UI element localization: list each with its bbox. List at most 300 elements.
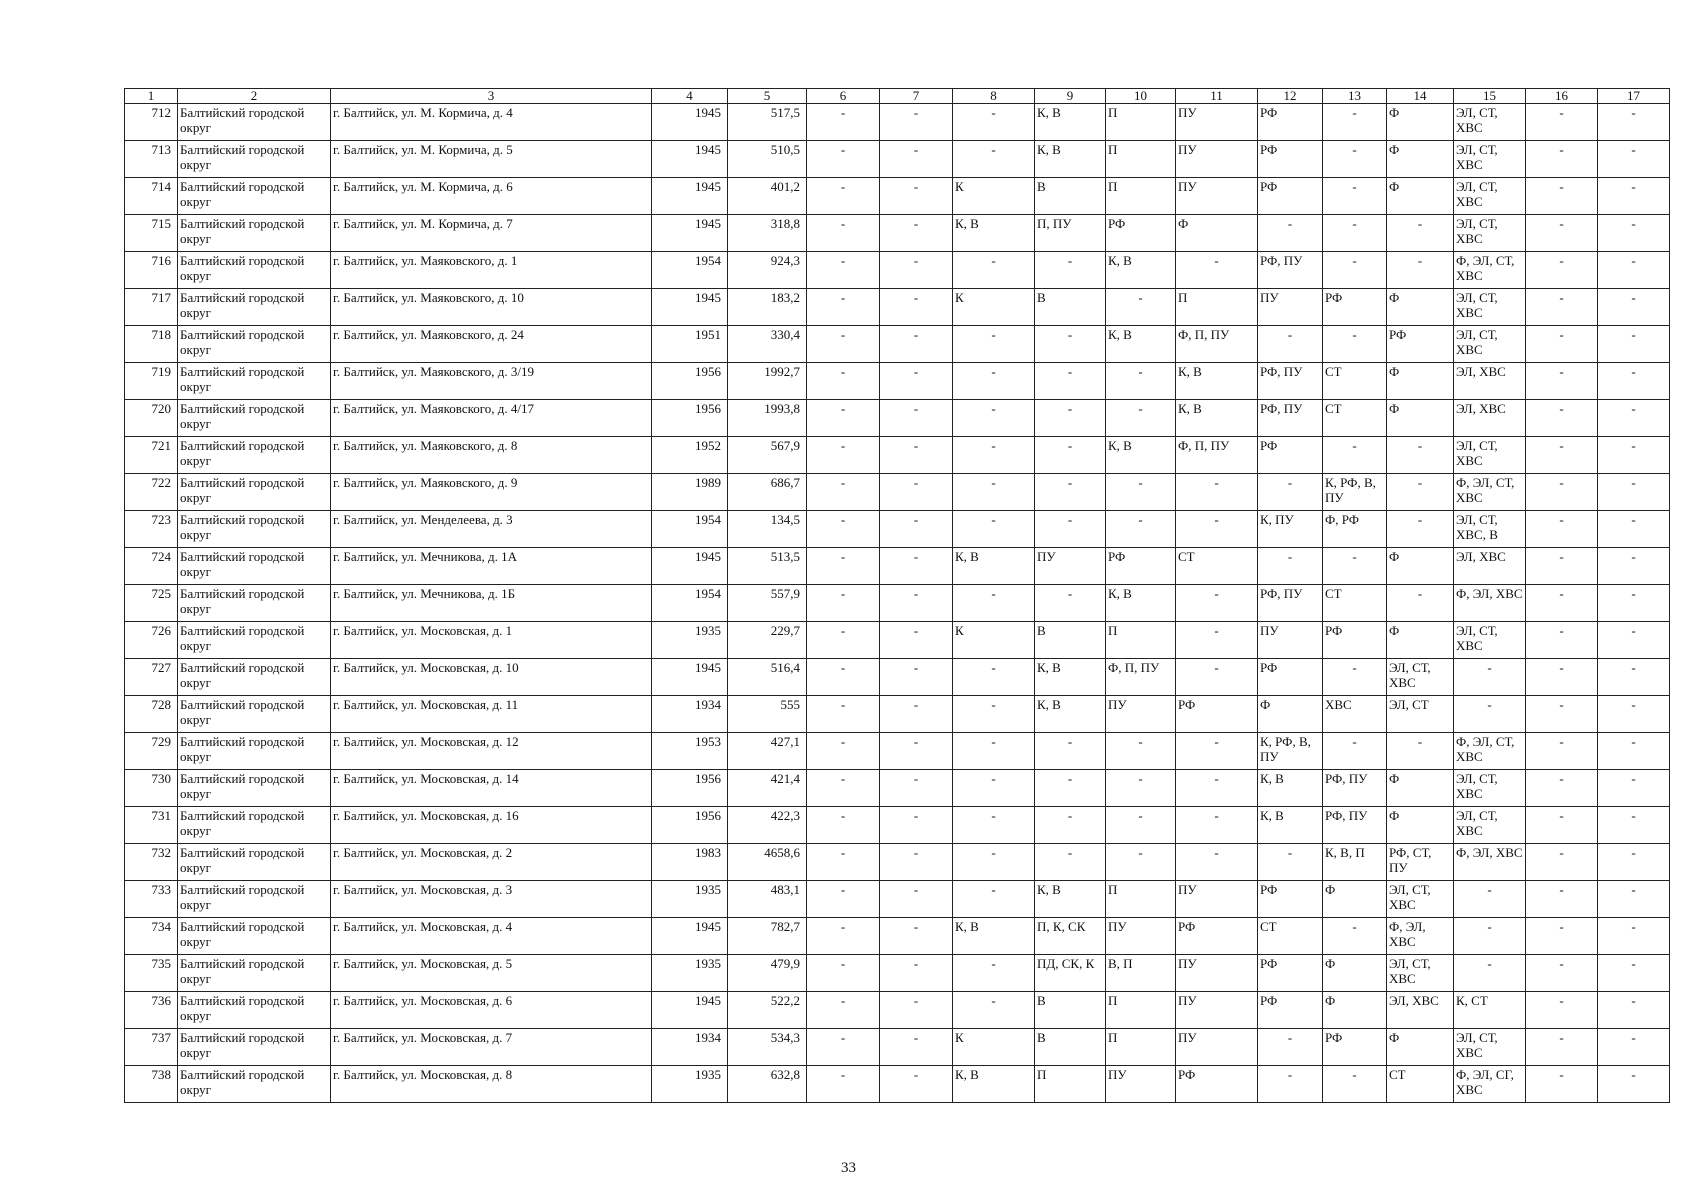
- column-header-14: 14: [1387, 89, 1454, 104]
- table-cell-col-14: СТ: [1387, 1066, 1454, 1103]
- table-cell-col-6: -: [807, 992, 880, 1029]
- table-cell-col-13: Ф, РФ: [1323, 511, 1387, 548]
- table-cell-col-2: Балтийский городской округ: [178, 807, 331, 844]
- table-cell-col-5: 483,1: [728, 881, 807, 918]
- table-cell-col-4: 1945: [652, 178, 728, 215]
- table-cell-col-4: 1954: [652, 585, 728, 622]
- table-cell-col-15: ЭЛ, СТ, ХВС: [1454, 622, 1526, 659]
- table-row: [125, 733, 1670, 770]
- table-cell-col-10: Ф, П, ПУ: [1106, 659, 1176, 696]
- table-cell-col-9: К, В: [1035, 659, 1106, 696]
- table-cell-col-16: -: [1526, 104, 1598, 141]
- table-cell-col-5: 421,4: [728, 770, 807, 807]
- table-cell-col-3: г. Балтийск, ул. Московская, д. 16: [331, 807, 652, 844]
- table-cell-col-9: -: [1035, 326, 1106, 363]
- column-header-4: 4: [652, 89, 728, 104]
- column-header-9: 9: [1035, 89, 1106, 104]
- table-cell-col-12: РФ: [1258, 104, 1323, 141]
- table-cell-col-7: -: [880, 437, 953, 474]
- table-cell-col-1: 720: [125, 400, 178, 437]
- table-cell-col-10: РФ: [1106, 548, 1176, 585]
- column-header-7: 7: [880, 89, 953, 104]
- table-cell-col-6: -: [807, 363, 880, 400]
- table-cell-col-13: РФ: [1323, 622, 1387, 659]
- table-cell-col-10: ПУ: [1106, 696, 1176, 733]
- table-cell-col-8: -: [953, 585, 1035, 622]
- table-cell-col-13: -: [1323, 252, 1387, 289]
- table-cell-col-1: 723: [125, 511, 178, 548]
- table-cell-col-9: -: [1035, 511, 1106, 548]
- table-cell-col-3: г. Балтийск, ул. Маяковского, д. 1: [331, 252, 652, 289]
- table-cell-col-8: К: [953, 1029, 1035, 1066]
- table-cell-col-7: -: [880, 104, 953, 141]
- column-header-3: 3: [331, 89, 652, 104]
- table-cell-col-13: РФ: [1323, 1029, 1387, 1066]
- table-cell-col-4: 1934: [652, 1029, 728, 1066]
- table-cell-col-1: 724: [125, 548, 178, 585]
- table-cell-col-14: РФ: [1387, 326, 1454, 363]
- table-cell-col-16: -: [1526, 844, 1598, 881]
- table-cell-col-12: -: [1258, 215, 1323, 252]
- table-row: [125, 844, 1670, 881]
- table-cell-col-17: -: [1598, 881, 1670, 918]
- table-cell-col-1: 713: [125, 141, 178, 178]
- column-header-15: 15: [1454, 89, 1526, 104]
- table-cell-col-14: Ф: [1387, 1029, 1454, 1066]
- table-cell-col-9: -: [1035, 400, 1106, 437]
- table-row: [125, 511, 1670, 548]
- table-cell-col-1: 717: [125, 289, 178, 326]
- table-cell-col-4: 1956: [652, 770, 728, 807]
- table-cell-col-15: Ф, ЭЛ, ХВС: [1454, 844, 1526, 881]
- table-cell-col-3: г. Балтийск, ул. Московская, д. 8: [331, 1066, 652, 1103]
- table-cell-col-14: Ф: [1387, 622, 1454, 659]
- table-cell-col-15: ЭЛ, ХВС: [1454, 363, 1526, 400]
- table-cell-col-14: ЭЛ, СТ, ХВС: [1387, 659, 1454, 696]
- table-cell-col-10: ПУ: [1106, 918, 1176, 955]
- table-cell-col-9: -: [1035, 252, 1106, 289]
- table-cell-col-10: -: [1106, 289, 1176, 326]
- table-cell-col-17: -: [1598, 770, 1670, 807]
- column-header-8: 8: [953, 89, 1035, 104]
- table-cell-col-2: Балтийский городской округ: [178, 992, 331, 1029]
- table-cell-col-16: -: [1526, 622, 1598, 659]
- table-cell-col-1: 738: [125, 1066, 178, 1103]
- column-header-16: 16: [1526, 89, 1598, 104]
- table-cell-col-16: -: [1526, 363, 1598, 400]
- table-cell-col-3: г. Балтийск, ул. Московская, д. 10: [331, 659, 652, 696]
- table-cell-col-13: -: [1323, 659, 1387, 696]
- table-cell-col-8: -: [953, 141, 1035, 178]
- table-cell-col-7: -: [880, 326, 953, 363]
- table-cell-col-7: -: [880, 141, 953, 178]
- column-header-12: 12: [1258, 89, 1323, 104]
- table-cell-col-12: СТ: [1258, 918, 1323, 955]
- table-cell-col-12: РФ: [1258, 992, 1323, 1029]
- table-cell-col-7: -: [880, 215, 953, 252]
- table-cell-col-11: Ф, П, ПУ: [1176, 326, 1258, 363]
- table-row: [125, 363, 1670, 400]
- table-cell-col-9: К, В: [1035, 881, 1106, 918]
- table-cell-col-10: К, В: [1106, 585, 1176, 622]
- table-cell-col-15: Ф, ЭЛ, СГ, ХВС: [1454, 1066, 1526, 1103]
- table-cell-col-13: СТ: [1323, 585, 1387, 622]
- table-cell-col-14: -: [1387, 215, 1454, 252]
- table-cell-col-7: -: [880, 289, 953, 326]
- table-cell-col-10: -: [1106, 511, 1176, 548]
- table-cell-col-5: 1993,8: [728, 400, 807, 437]
- table-cell-col-11: РФ: [1176, 1066, 1258, 1103]
- table-cell-col-16: -: [1526, 659, 1598, 696]
- table-cell-col-1: 737: [125, 1029, 178, 1066]
- table-cell-col-12: РФ: [1258, 437, 1323, 474]
- table-cell-col-7: -: [880, 474, 953, 511]
- table-cell-col-12: РФ: [1258, 881, 1323, 918]
- table-cell-col-6: -: [807, 1066, 880, 1103]
- table-cell-col-17: -: [1598, 918, 1670, 955]
- table-cell-col-8: -: [953, 733, 1035, 770]
- table-cell-col-6: -: [807, 770, 880, 807]
- table-cell-col-13: -: [1323, 104, 1387, 141]
- table-cell-col-5: 401,2: [728, 178, 807, 215]
- table-cell-col-13: РФ: [1323, 289, 1387, 326]
- table-cell-col-12: -: [1258, 474, 1323, 511]
- table-cell-col-8: -: [953, 474, 1035, 511]
- table-cell-col-2: Балтийский городской округ: [178, 1066, 331, 1103]
- table-cell-col-17: -: [1598, 1029, 1670, 1066]
- table-cell-col-14: ЭЛ, СТ: [1387, 696, 1454, 733]
- table-cell-col-5: 330,4: [728, 326, 807, 363]
- table-cell-col-11: К, В: [1176, 400, 1258, 437]
- table-cell-col-8: -: [953, 844, 1035, 881]
- table-cell-col-8: -: [953, 363, 1035, 400]
- table-cell-col-4: 1935: [652, 955, 728, 992]
- table-cell-col-3: г. Балтийск, ул. М. Кормича, д. 7: [331, 215, 652, 252]
- table-cell-col-2: Балтийский городской округ: [178, 918, 331, 955]
- table-cell-col-2: Балтийский городской округ: [178, 881, 331, 918]
- table-cell-col-4: 1945: [652, 992, 728, 1029]
- table-cell-col-11: -: [1176, 474, 1258, 511]
- table-cell-col-2: Балтийский городской округ: [178, 696, 331, 733]
- table-row: [125, 104, 1670, 141]
- table-cell-col-14: -: [1387, 474, 1454, 511]
- table-cell-col-17: -: [1598, 511, 1670, 548]
- table-cell-col-1: 718: [125, 326, 178, 363]
- table-cell-col-11: РФ: [1176, 696, 1258, 733]
- table-cell-col-13: -: [1323, 1066, 1387, 1103]
- table-cell-col-6: -: [807, 474, 880, 511]
- table-cell-col-5: 134,5: [728, 511, 807, 548]
- table-cell-col-8: К, В: [953, 548, 1035, 585]
- table-cell-col-17: -: [1598, 807, 1670, 844]
- column-header-5: 5: [728, 89, 807, 104]
- table-cell-col-17: -: [1598, 474, 1670, 511]
- table-cell-col-17: -: [1598, 252, 1670, 289]
- table-cell-col-11: -: [1176, 733, 1258, 770]
- table-cell-col-16: -: [1526, 992, 1598, 1029]
- table-cell-col-17: -: [1598, 955, 1670, 992]
- table-cell-col-16: -: [1526, 141, 1598, 178]
- table-row: [125, 881, 1670, 918]
- table-cell-col-11: -: [1176, 511, 1258, 548]
- registry-table-container: [124, 88, 1670, 1103]
- column-header-1: 1: [125, 89, 178, 104]
- table-cell-col-1: 735: [125, 955, 178, 992]
- table-cell-col-8: -: [953, 104, 1035, 141]
- table-cell-col-1: 721: [125, 437, 178, 474]
- table-cell-col-13: СТ: [1323, 400, 1387, 437]
- table-cell-col-6: -: [807, 548, 880, 585]
- table-cell-col-9: В: [1035, 622, 1106, 659]
- table-cell-col-2: Балтийский городской округ: [178, 400, 331, 437]
- table-cell-col-9: В: [1035, 992, 1106, 1029]
- table-cell-col-11: ПУ: [1176, 881, 1258, 918]
- table-cell-col-8: -: [953, 696, 1035, 733]
- table-cell-col-17: -: [1598, 141, 1670, 178]
- table-row: [125, 992, 1670, 1029]
- table-cell-col-7: -: [880, 511, 953, 548]
- table-cell-col-8: -: [953, 437, 1035, 474]
- table-cell-col-15: ЭЛ, СТ, ХВС: [1454, 178, 1526, 215]
- table-row: [125, 289, 1670, 326]
- table-cell-col-9: -: [1035, 585, 1106, 622]
- table-cell-col-1: 734: [125, 918, 178, 955]
- table-cell-col-14: ЭЛ, СТ, ХВС: [1387, 881, 1454, 918]
- table-cell-col-2: Балтийский городской округ: [178, 104, 331, 141]
- table-cell-col-17: -: [1598, 585, 1670, 622]
- table-cell-col-14: -: [1387, 585, 1454, 622]
- table-cell-col-11: ПУ: [1176, 178, 1258, 215]
- table-cell-col-15: Ф, ЭЛ, СТ, ХВС: [1454, 474, 1526, 511]
- table-cell-col-2: Балтийский городской округ: [178, 289, 331, 326]
- table-cell-col-2: Балтийский городской округ: [178, 474, 331, 511]
- table-cell-col-13: Ф: [1323, 881, 1387, 918]
- table-cell-col-11: К, В: [1176, 363, 1258, 400]
- table-cell-col-4: 1956: [652, 807, 728, 844]
- table-cell-col-10: -: [1106, 363, 1176, 400]
- table-cell-col-4: 1956: [652, 400, 728, 437]
- table-cell-col-11: Ф: [1176, 215, 1258, 252]
- table-cell-col-12: РФ: [1258, 955, 1323, 992]
- table-cell-col-14: -: [1387, 437, 1454, 474]
- table-cell-col-7: -: [880, 955, 953, 992]
- table-cell-col-7: -: [880, 918, 953, 955]
- table-cell-col-16: -: [1526, 881, 1598, 918]
- table-cell-col-15: -: [1454, 881, 1526, 918]
- table-cell-col-3: г. Балтийск, ул. Маяковского, д. 24: [331, 326, 652, 363]
- table-cell-col-15: ЭЛ, СТ, ХВС: [1454, 1029, 1526, 1066]
- table-cell-col-1: 733: [125, 881, 178, 918]
- table-cell-col-5: 522,2: [728, 992, 807, 1029]
- table-cell-col-5: 229,7: [728, 622, 807, 659]
- table-cell-col-3: г. Балтийск, ул. М. Кормича, д. 5: [331, 141, 652, 178]
- table-cell-col-3: г. Балтийск, ул. Маяковского, д. 8: [331, 437, 652, 474]
- table-cell-col-16: -: [1526, 1029, 1598, 1066]
- table-cell-col-3: г. Балтийск, ул. Менделеева, д. 3: [331, 511, 652, 548]
- table-cell-col-1: 728: [125, 696, 178, 733]
- table-row: [125, 215, 1670, 252]
- table-cell-col-7: -: [880, 733, 953, 770]
- table-cell-col-4: 1953: [652, 733, 728, 770]
- table-cell-col-5: 183,2: [728, 289, 807, 326]
- table-cell-col-10: -: [1106, 770, 1176, 807]
- table-cell-col-8: -: [953, 992, 1035, 1029]
- table-cell-col-5: 555: [728, 696, 807, 733]
- column-header-2: 2: [178, 89, 331, 104]
- table-cell-col-8: К, В: [953, 918, 1035, 955]
- table-cell-col-11: -: [1176, 585, 1258, 622]
- table-cell-col-12: -: [1258, 1066, 1323, 1103]
- table-cell-col-17: -: [1598, 548, 1670, 585]
- table-cell-col-12: РФ, ПУ: [1258, 363, 1323, 400]
- table-cell-col-1: 727: [125, 659, 178, 696]
- table-cell-col-11: -: [1176, 252, 1258, 289]
- table-cell-col-2: Балтийский городской округ: [178, 178, 331, 215]
- table-cell-col-12: -: [1258, 844, 1323, 881]
- table-cell-col-12: РФ, ПУ: [1258, 400, 1323, 437]
- table-cell-col-3: г. Балтийск, ул. Московская, д. 1: [331, 622, 652, 659]
- table-cell-col-12: К, ПУ: [1258, 511, 1323, 548]
- table-cell-col-6: -: [807, 252, 880, 289]
- table-cell-col-5: 557,9: [728, 585, 807, 622]
- table-cell-col-5: 567,9: [728, 437, 807, 474]
- table-cell-col-15: -: [1454, 918, 1526, 955]
- table-cell-col-13: К, В, П: [1323, 844, 1387, 881]
- table-cell-col-5: 517,5: [728, 104, 807, 141]
- column-header-11: 11: [1176, 89, 1258, 104]
- table-cell-col-9: ПУ: [1035, 548, 1106, 585]
- table-cell-col-17: -: [1598, 104, 1670, 141]
- table-cell-col-16: -: [1526, 289, 1598, 326]
- table-cell-col-13: -: [1323, 326, 1387, 363]
- table-cell-col-8: -: [953, 955, 1035, 992]
- table-cell-col-7: -: [880, 659, 953, 696]
- column-header-6: 6: [807, 89, 880, 104]
- table-cell-col-14: Ф: [1387, 289, 1454, 326]
- table-cell-col-8: К, В: [953, 215, 1035, 252]
- table-cell-col-16: -: [1526, 474, 1598, 511]
- table-cell-col-13: ХВС: [1323, 696, 1387, 733]
- table-cell-col-1: 731: [125, 807, 178, 844]
- table-cell-col-13: РФ, ПУ: [1323, 770, 1387, 807]
- table-cell-col-16: -: [1526, 918, 1598, 955]
- table-cell-col-15: ЭЛ, СТ, ХВС: [1454, 326, 1526, 363]
- table-cell-col-15: ЭЛ, СТ, ХВС: [1454, 141, 1526, 178]
- table-cell-col-11: РФ: [1176, 918, 1258, 955]
- table-cell-col-17: -: [1598, 733, 1670, 770]
- table-cell-col-11: СТ: [1176, 548, 1258, 585]
- table-cell-col-9: К, В: [1035, 141, 1106, 178]
- table-cell-col-12: РФ: [1258, 141, 1323, 178]
- table-cell-col-9: К, В: [1035, 696, 1106, 733]
- table-cell-col-1: 722: [125, 474, 178, 511]
- table-cell-col-10: -: [1106, 733, 1176, 770]
- table-cell-col-2: Балтийский городской округ: [178, 844, 331, 881]
- table-cell-col-8: К, В: [953, 1066, 1035, 1103]
- table-row: [125, 1029, 1670, 1066]
- table-cell-col-15: ЭЛ, СТ, ХВС, В: [1454, 511, 1526, 548]
- table-cell-col-13: Ф: [1323, 992, 1387, 1029]
- table-cell-col-7: -: [880, 807, 953, 844]
- table-cell-col-7: -: [880, 622, 953, 659]
- table-cell-col-3: г. Балтийск, ул. М. Кормича, д. 6: [331, 178, 652, 215]
- table-body: [125, 104, 1670, 1103]
- table-cell-col-17: -: [1598, 1066, 1670, 1103]
- table-cell-col-5: 1992,7: [728, 363, 807, 400]
- table-cell-col-8: -: [953, 326, 1035, 363]
- table-cell-col-3: г. Балтийск, ул. Московская, д. 5: [331, 955, 652, 992]
- table-cell-col-16: -: [1526, 733, 1598, 770]
- table-cell-col-9: В: [1035, 1029, 1106, 1066]
- table-cell-col-10: -: [1106, 474, 1176, 511]
- table-cell-col-9: В: [1035, 289, 1106, 326]
- table-cell-col-3: г. Балтийск, ул. Маяковского, д. 3/19: [331, 363, 652, 400]
- table-cell-col-15: ЭЛ, СТ, ХВС: [1454, 437, 1526, 474]
- table-cell-col-8: -: [953, 252, 1035, 289]
- table-cell-col-17: -: [1598, 696, 1670, 733]
- table-cell-col-6: -: [807, 289, 880, 326]
- column-header-10: 10: [1106, 89, 1176, 104]
- table-cell-col-17: -: [1598, 178, 1670, 215]
- table-row: [125, 252, 1670, 289]
- table-cell-col-4: 1945: [652, 548, 728, 585]
- table-cell-col-11: -: [1176, 659, 1258, 696]
- table-cell-col-10: -: [1106, 844, 1176, 881]
- table-cell-col-5: 427,1: [728, 733, 807, 770]
- table-cell-col-16: -: [1526, 252, 1598, 289]
- table-cell-col-6: -: [807, 178, 880, 215]
- table-cell-col-12: -: [1258, 1029, 1323, 1066]
- table-cell-col-5: 924,3: [728, 252, 807, 289]
- table-cell-col-12: РФ, ПУ: [1258, 585, 1323, 622]
- table-cell-col-13: СТ: [1323, 363, 1387, 400]
- table-cell-col-3: г. Балтийск, ул. Московская, д. 2: [331, 844, 652, 881]
- table-cell-col-2: Балтийский городской округ: [178, 215, 331, 252]
- table-cell-col-11: -: [1176, 622, 1258, 659]
- table-cell-col-15: Ф, ЭЛ, ХВС: [1454, 585, 1526, 622]
- table-cell-col-5: 510,5: [728, 141, 807, 178]
- table-cell-col-16: -: [1526, 585, 1598, 622]
- table-cell-col-14: -: [1387, 252, 1454, 289]
- table-cell-col-13: -: [1323, 178, 1387, 215]
- table-cell-col-10: -: [1106, 807, 1176, 844]
- table-cell-col-12: К, В: [1258, 807, 1323, 844]
- table-cell-col-10: РФ: [1106, 215, 1176, 252]
- table-cell-col-13: РФ, ПУ: [1323, 807, 1387, 844]
- table-cell-col-14: -: [1387, 511, 1454, 548]
- table-cell-col-12: РФ: [1258, 659, 1323, 696]
- table-row: [125, 178, 1670, 215]
- table-cell-col-11: Ф, П, ПУ: [1176, 437, 1258, 474]
- table-cell-col-11: -: [1176, 844, 1258, 881]
- table-cell-col-15: ЭЛ, СТ, ХВС: [1454, 289, 1526, 326]
- table-cell-col-1: 715: [125, 215, 178, 252]
- table-cell-col-2: Балтийский городской округ: [178, 585, 331, 622]
- table-cell-col-15: -: [1454, 696, 1526, 733]
- table-cell-col-3: г. Балтийск, ул. Московская, д. 4: [331, 918, 652, 955]
- table-cell-col-11: -: [1176, 770, 1258, 807]
- registry-table: [124, 88, 1670, 1103]
- table-cell-col-5: 632,8: [728, 1066, 807, 1103]
- table-cell-col-14: Ф: [1387, 104, 1454, 141]
- table-cell-col-16: -: [1526, 807, 1598, 844]
- table-cell-col-6: -: [807, 511, 880, 548]
- table-cell-col-3: г. Балтийск, ул. Маяковского, д. 9: [331, 474, 652, 511]
- table-cell-col-17: -: [1598, 622, 1670, 659]
- table-cell-col-9: -: [1035, 363, 1106, 400]
- table-cell-col-17: -: [1598, 363, 1670, 400]
- table-cell-col-10: ПУ: [1106, 1066, 1176, 1103]
